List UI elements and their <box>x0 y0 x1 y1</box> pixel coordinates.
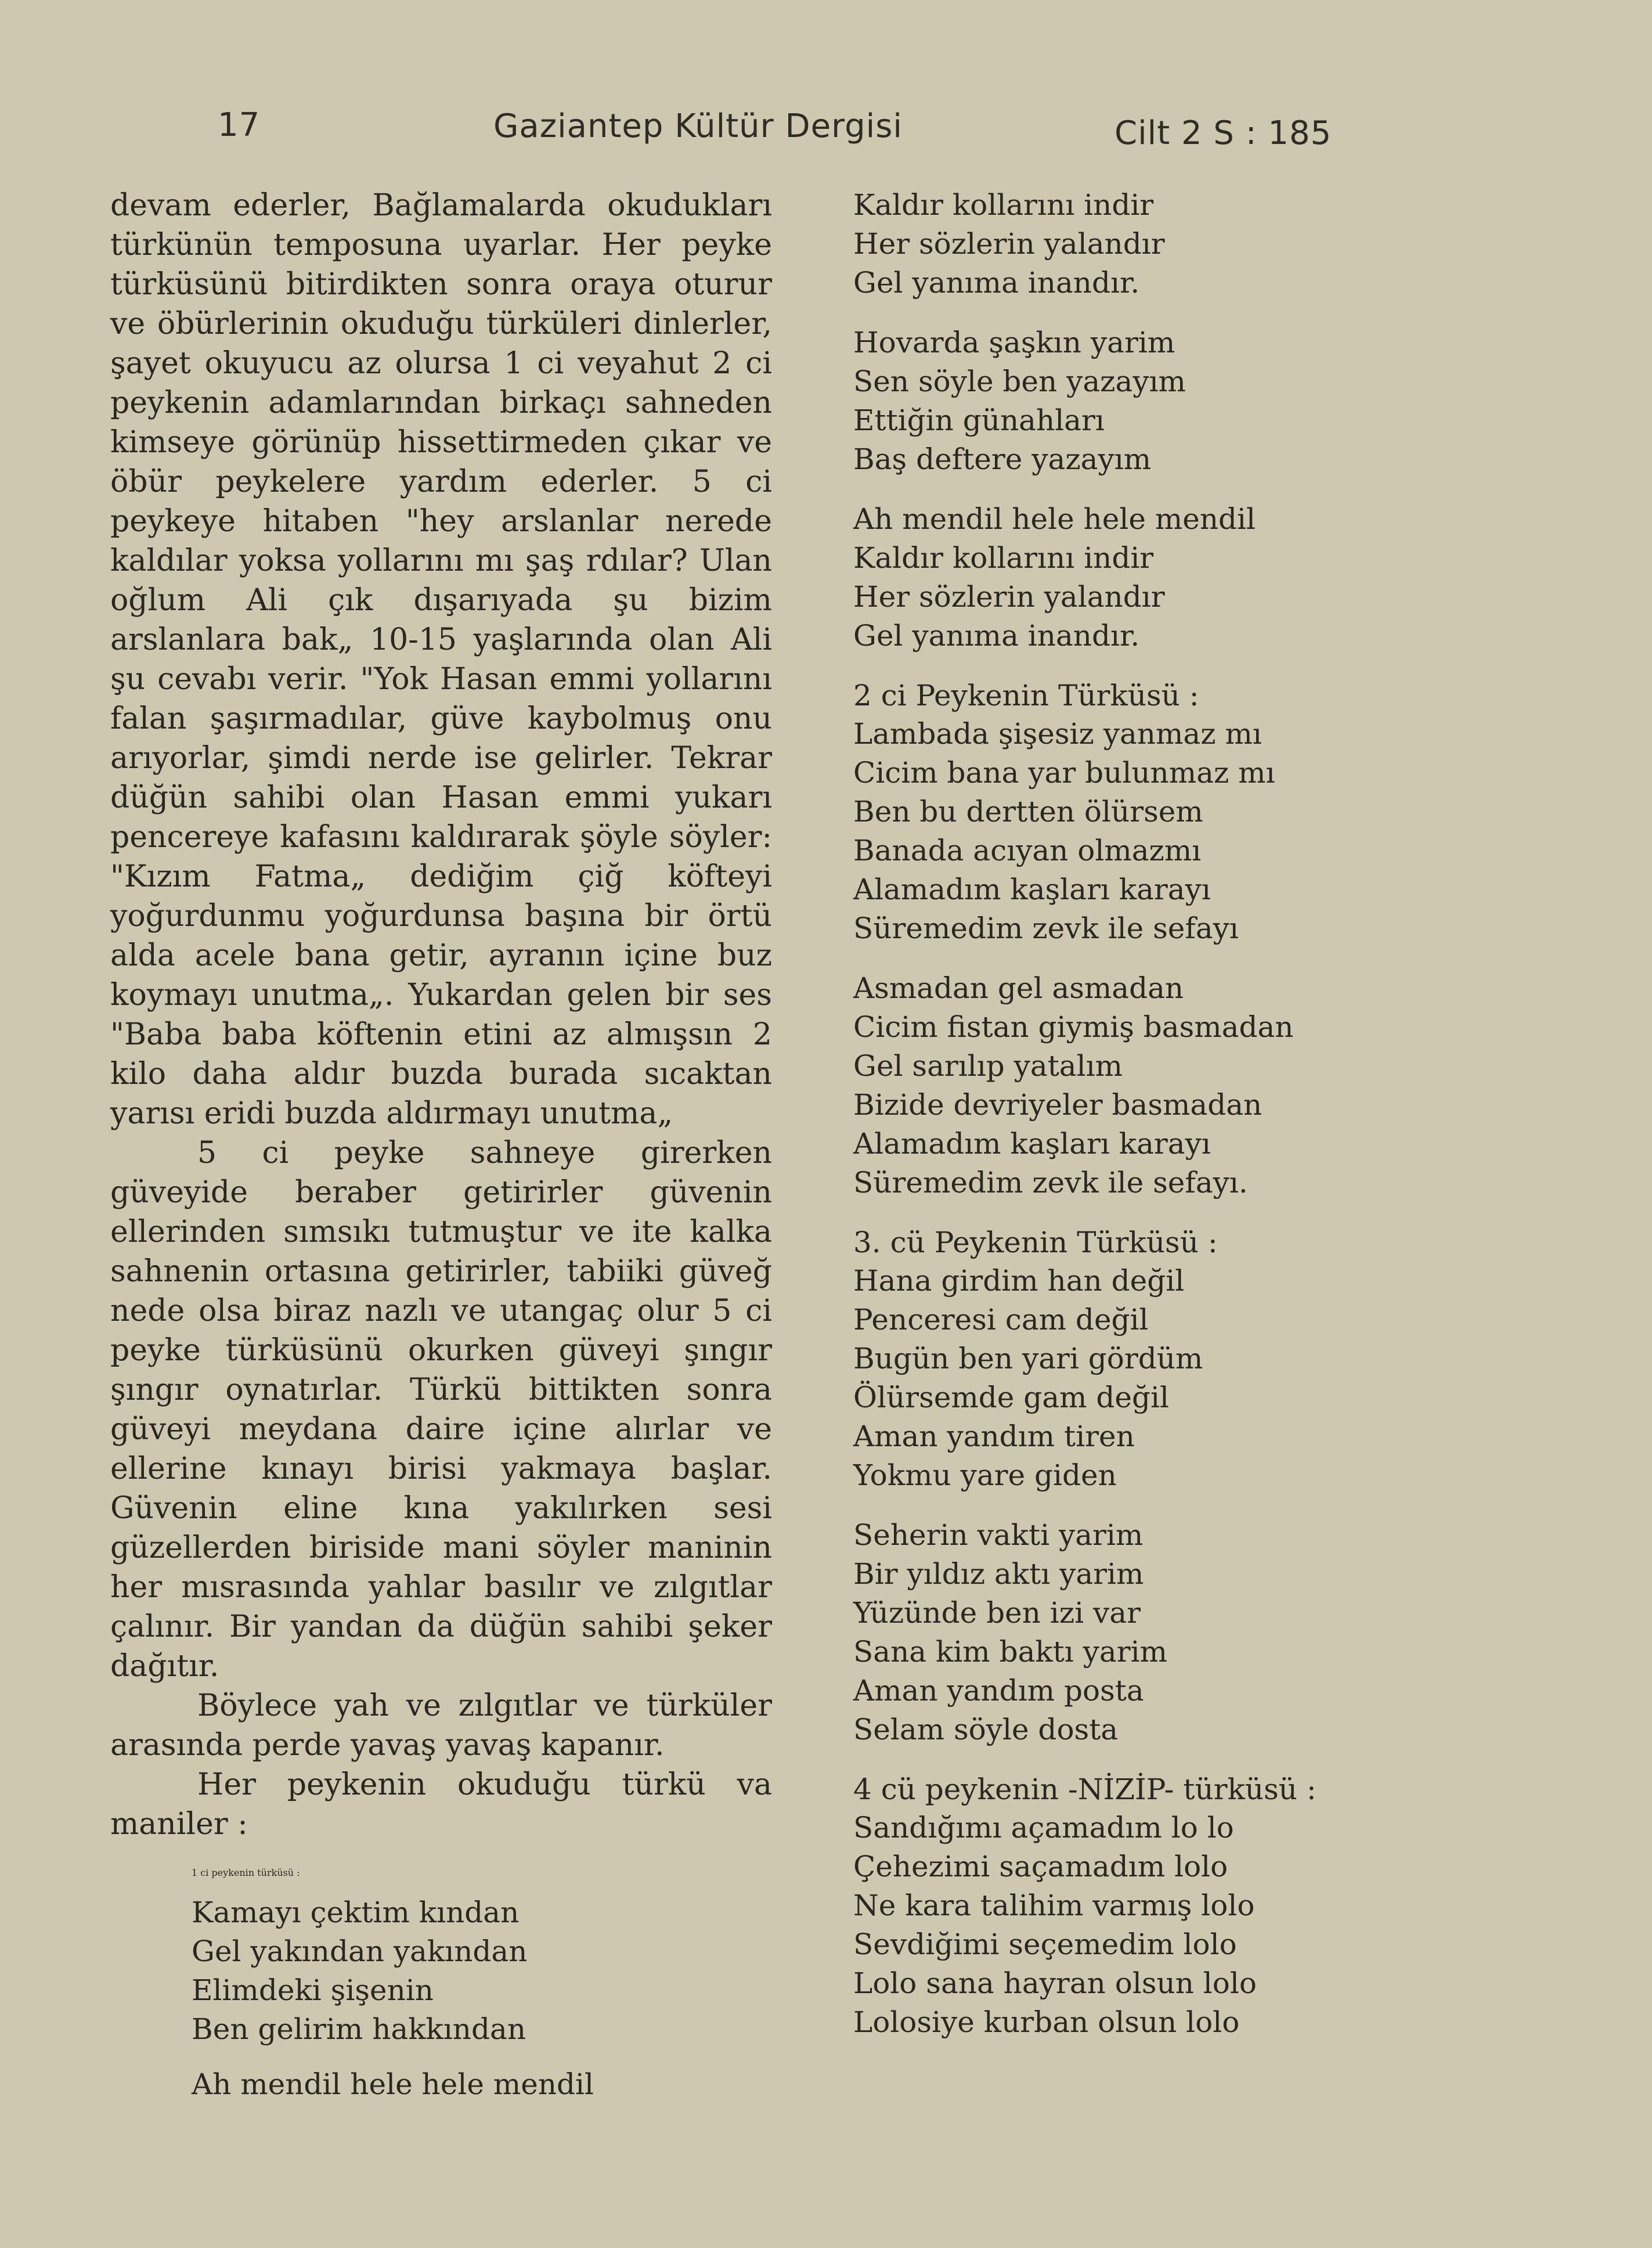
verse-line: Süremedim zevk ile sefayı <box>853 912 1239 945</box>
paragraph: 5 ci peyke sahneye girerken güveyide beraber getirirler güvenin ellerinden sımsıkı tutmuştur ve ite kalka sahnenin ortasına getirirler, tabiiki güveğ nede olsa biraz nazlı ve utangaç olur 5 ci peyke türküsünü okurken güveyi şıngır şıngır oynatırlar. Türkü bittikten sonra güveyi meydana daire içine alırlar ve ellerine kınayı birisi yakmaya başlar. Güvenin eline kına yakılırken sesi güzellerden biriside mani söyler maninin her mısrasında yahlar basılır ve zılgıtlar çalınır. Bir yandan da düğün sahibi şeker dağıtır. <box>110 1136 772 1684</box>
stanza <box>853 500 1434 655</box>
verse-line: Ölürsemde gam değil <box>853 1381 1169 1414</box>
verse-line: Kaldır kollarını indir <box>853 541 1154 575</box>
verse-line: Gel sarılıp yatalım <box>853 1049 1123 1083</box>
verse-line: Bugün ben yari gördüm <box>853 1342 1203 1375</box>
stanza <box>853 676 1434 948</box>
verse-line: Lambada şişesiz yanmaz mı <box>853 717 1262 751</box>
verse-line: Her sözlerin yalandır <box>853 227 1165 261</box>
verse-line: Ah mendil hele hele mendil <box>192 2067 594 2101</box>
left-column <box>110 186 772 2104</box>
verse-line: Bizide devriyeler basmadan <box>853 1088 1263 1122</box>
volume-page-info: Cilt 2 S : 185 <box>1114 114 1332 152</box>
verse-line: Ne kara talihim varmış lolo <box>853 1889 1255 1922</box>
verse-line: Gel yanıma inandır. <box>853 619 1140 653</box>
verse-line: Cicim bana yar bulunmaz mı <box>853 756 1275 790</box>
paragraph: Her peykenin okuduğu türkü va maniler : <box>110 1767 772 1842</box>
verse-line: Baş deftere yazayım <box>853 442 1152 476</box>
section-label: 3. cü Peykenin Türküsü : <box>853 1226 1218 1259</box>
paragraph: Böylece yah ve zılgıtlar ve türküler arasında perde yavaş yavaş kapanır. <box>110 1688 772 1763</box>
verse-line: Yüzünde ben izi var <box>853 1596 1141 1630</box>
verse-line: Seherin vakti yarim <box>853 1518 1144 1552</box>
paragraph: devam ederler, Bağlamalarda okudukları türkünün temposuna uyarlar. Her peyke türküsünü bitirdikten sonra oraya oturur ve öbürlerinin okuduğu türküleri dinlerler, şayet okuyucu az olursa 1 ci veyahut 2 ci peykenin adamlarından birkaçı sahneden kimseye görünüp hissettirmeden çıkar ve öbür peykelere yardım ederler. 5 ci peykeye hitaben "hey arslanlar nerede kaldılar yoksa yollarını mı şaş rdılar? Ulan oğlum Ali çık dışarıyada şu bizim arslanlara bak„ 10-15 yaşlarında olan Ali şu cevabı verir. "Yok Hasan emmi yollarını falan şaşırmadılar, güve kaybolmuş onu arıyorlar, şimdi nerde ise gelirler. Tekrar düğün sahibi olan Hasan emmi yukarı pencereye kafasını kaldırarak şöyle söyler: "Kızım Fatma„ dediğim çiğ köfteyi yoğurdunmu yoğurdunsa başına bir örtü alda acele bana getir, ayranın içine buz koymayı unutma„. Yukardan gelen bir ses "Baba baba köftenin etini az almışsın 2 kilo daha aldır buzda burada sıcaktan yarısı eridi buzda aldırmayı unutma„ <box>110 188 772 1131</box>
verse-line: Gel yakından yakından <box>192 1934 528 1968</box>
stanza <box>853 1770 1434 2042</box>
verse-line: Alamadım kaşları karayı <box>853 1127 1211 1161</box>
verse-line: Sevdiğimi seçemedim lolo <box>853 1928 1237 1961</box>
verse-line: Kamayı çektim kından <box>192 1896 520 1929</box>
verse-line: Aman yandım posta <box>853 1674 1144 1707</box>
stanza <box>853 969 1434 1202</box>
verse-line: Cicim fistan giymiş basmadan <box>853 1010 1294 1044</box>
stanza <box>853 323 1434 479</box>
stanza <box>853 1223 1434 1495</box>
verse-line: Kaldır kollarını indir <box>853 188 1154 222</box>
verse-line: Ben gelirim hakkından <box>192 2012 526 2046</box>
verse-line: Hana girdim han değil <box>853 1264 1185 1298</box>
verse-line: Gel yanıma inandır. <box>853 266 1140 300</box>
verse-line: Lolo sana hayran olsun lolo <box>853 1966 1257 2000</box>
verse-line: Çehezimi saçamadım lolo <box>853 1850 1228 1883</box>
verse-line: Lolosiye kurban olsun lolo <box>853 2005 1240 2039</box>
stanza <box>853 186 1434 302</box>
verse-line: Yokmu yare giden <box>853 1458 1117 1492</box>
verse-line: Süremedim zevk ile sefayı. <box>853 1166 1248 1199</box>
stanza <box>853 1516 1434 1749</box>
verse-line: Elimdeki şişenin <box>192 1973 434 2007</box>
verse-block <box>110 1867 772 2104</box>
verse-line: Sana kim baktı yarim <box>853 1635 1168 1669</box>
verse-line: Bir yıldız aktı yarim <box>853 1557 1144 1591</box>
verse-line: Ah mendil hele hele mendil <box>853 502 1256 536</box>
verse-line: Sen söyle ben yazayım <box>853 365 1186 398</box>
verse-line: Aman yandım tiren <box>853 1420 1135 1453</box>
verse-line: Ettiğin günahları <box>853 404 1105 437</box>
verse-line: Hovarda şaşkın yarim <box>853 326 1175 359</box>
verse-label: 1 ci peykenin türküsü : <box>192 1867 300 1878</box>
verse-line: Penceresi cam değil <box>853 1303 1149 1336</box>
page-number-left: 17 <box>218 106 261 144</box>
section-label: 2 ci Peykenin Türküsü : <box>853 679 1199 712</box>
verse-line: Her sözlerin yalandır <box>853 580 1165 614</box>
verse-line: Banada acıyan olmazmı <box>853 834 1202 867</box>
section-label: 4 cü peykenin -NİZİP- türküsü : <box>853 1773 1316 1806</box>
verse-line: Sandığımı açamadım lo lo <box>853 1811 1234 1844</box>
verse-line: Asmadan gel asmadan <box>853 971 1184 1005</box>
journal-title: Gaziantep Kültür Dergisi <box>493 107 903 145</box>
right-column <box>853 186 1434 2063</box>
verse-line: Alamadım kaşları karayı <box>853 873 1211 906</box>
verse-line: Ben bu dertten ölürsem <box>853 795 1203 828</box>
verse-line: Selam söyle dosta <box>853 1713 1119 1746</box>
page-header <box>0 102 1652 171</box>
